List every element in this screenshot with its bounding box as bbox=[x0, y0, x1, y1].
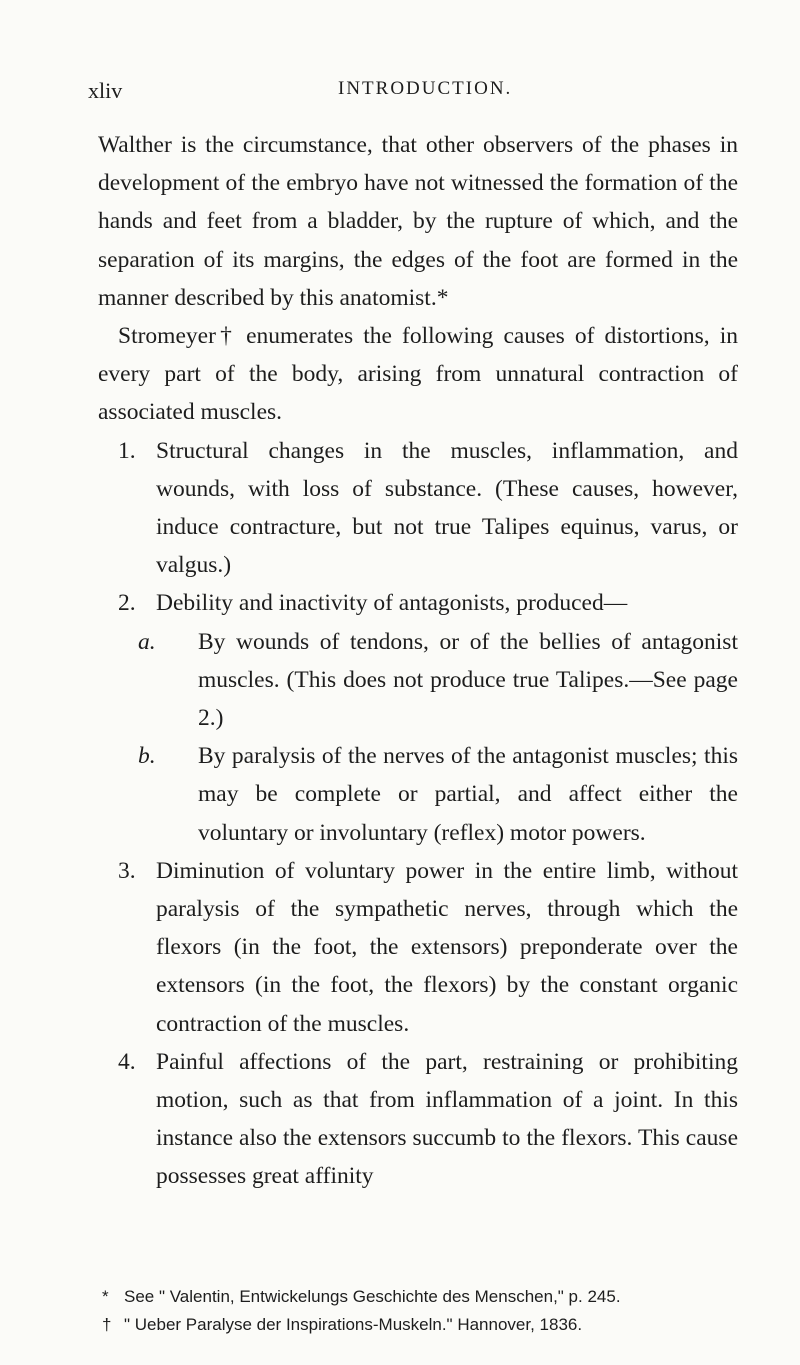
footnote-text: " Ueber Paralyse der Inspirations-Muskeln." Hannover, 1836. bbox=[124, 1315, 583, 1334]
list-item-1 bbox=[118, 432, 738, 585]
list-text: Debility and inactivity of antagonists, produced— bbox=[156, 590, 628, 617]
sublist-text: By paralysis of the nerves of the antagonist muscles; this may be complete or partial, and affect either the voluntary or involuntary (reflex) motor powers. bbox=[198, 743, 738, 846]
list-item-2 bbox=[118, 584, 738, 622]
footnotes bbox=[102, 1283, 742, 1339]
list-number: 2. bbox=[118, 590, 136, 617]
list-item-4 bbox=[118, 1043, 738, 1196]
sublist-letter: a. bbox=[138, 628, 156, 655]
paragraph-walther: Walther is the circumstance, that other observers of the phases in development of the embryo have not witnessed the formation of the hands and feet from a bladder, by the rupture of which, and the separation of its margins, the edges of the foot are formed in the manner described by this anatomist.* bbox=[98, 132, 738, 311]
list-text: Structural changes in the muscles, inflammation, and wounds, with loss of substance. (These causes, however, induce contracture, but not true Talipes equinus, varus, or valgus.) bbox=[156, 437, 738, 579]
page-header bbox=[88, 78, 728, 108]
footnote-mark: * bbox=[102, 1287, 109, 1306]
paragraph-stromeyer: Stromeyer† enumerates the following causes of distortions, in every part of the body, arising from unnatural contraction of associated muscles. bbox=[98, 323, 738, 426]
sublist-letter: b. bbox=[138, 743, 156, 770]
page-number: xliv bbox=[88, 78, 123, 103]
list-item-2b bbox=[138, 737, 738, 852]
footnote-mark: † bbox=[102, 1315, 112, 1334]
running-title: INTRODUCTION. bbox=[338, 78, 513, 99]
list-text: Diminution of voluntary power in the entire limb, without paralysis of the sympathetic nerves, through which the flexors (in the foot, the extensors) preponderate over the extensors (in the foot, the flexors) by the constant organic contraction of the muscles. bbox=[156, 857, 738, 1037]
footnote-text: See " Valentin, Entwickelungs Geschichte des Menschen," p. 245. bbox=[124, 1287, 621, 1306]
footnote-2 bbox=[102, 1311, 742, 1339]
list-item-2a bbox=[138, 623, 738, 738]
list-number: 1. bbox=[118, 437, 136, 464]
list-number: 3. bbox=[118, 857, 136, 884]
list-text: Painful affections of the part, restraining or prohibiting motion, such as that from inflammation of a joint. In this instance also the extensors succumb to the flexors. This cause possesses great affinity bbox=[156, 1048, 738, 1190]
sublist-text: By wounds of tendons, or of the bellies of antagonist muscles. (This does not produce true Talipes.—See page 2.) bbox=[198, 628, 738, 732]
list-item-3 bbox=[118, 852, 738, 1043]
list-number: 4. bbox=[118, 1048, 136, 1075]
footnote-1 bbox=[102, 1283, 742, 1311]
body-text bbox=[98, 126, 738, 1196]
